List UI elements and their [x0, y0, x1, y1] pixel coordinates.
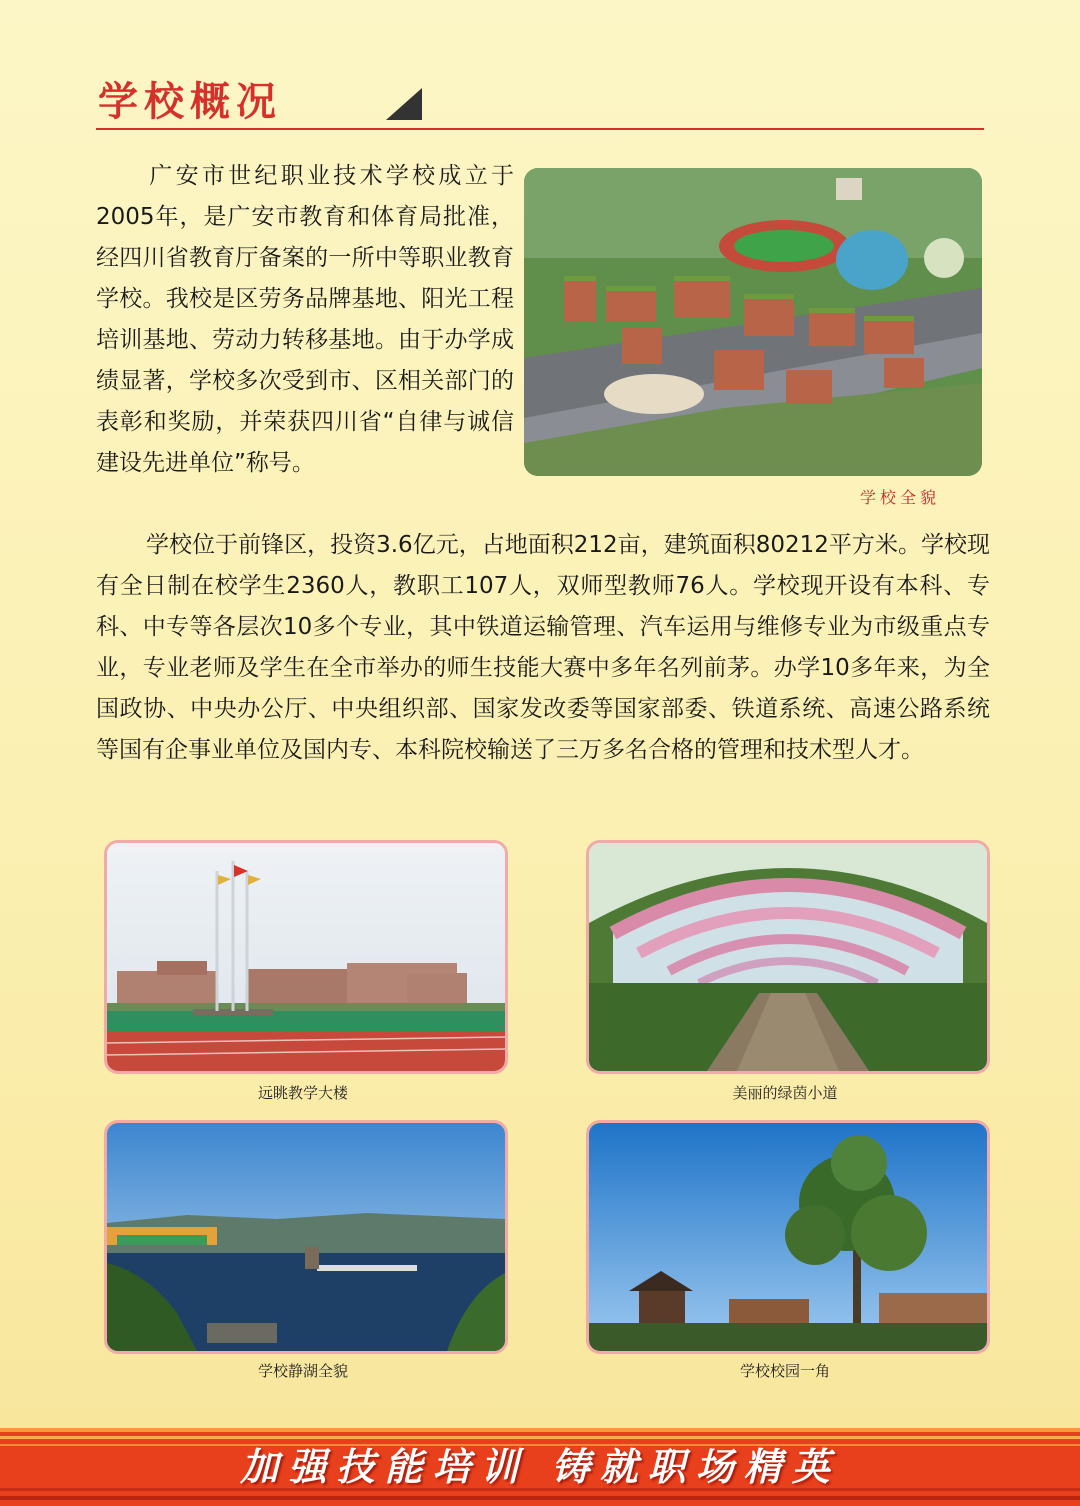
green-path-caption: 美丽的绿茵小道	[732, 1084, 838, 1102]
lake-caption: 学校静湖全貌	[257, 1362, 348, 1380]
campus-corner-caption: 学校校园一角	[739, 1362, 830, 1380]
campus-overview-caption: 学校全貌	[860, 488, 941, 507]
teaching-building-photo	[104, 840, 508, 1074]
campus-corner-photo	[586, 1120, 990, 1354]
details-paragraph: 学校位于前锋区，投资3.6亿元，占地面积212亩，建筑面积80212平方米。学校现有全日制在校学生2360人，教职工107人，双师型教师76人。学校现开设有本科、专科、中专等各层次10多个专业，其中铁道运输管理、汽车运用与维修专业为市级重点专业，专业老师及学生在全市举办的师生技能大赛中多年名列前茅。办学10多年来，为全国政协、中央办公厅、中央组织部、国家发改委等国家部委、铁道系统、高速公路系统等国有企事业单位及国内专、本科院校输送了三万多名合格的管理和技术型人才。	[96, 532, 990, 763]
triangle-icon	[386, 88, 422, 120]
page-title: 学校概况	[98, 79, 282, 125]
section-header	[96, 72, 984, 132]
footer-slogan: 加强技能培训 铸就职场精英	[240, 1444, 840, 1489]
intro-paragraph: 广安市世纪职业技术学校成立于2005年，是广安市教育和体育局批准，经四川省教育厅备案的一所中等职业教育学校。我校是区劳务品牌基地、阳光工程培训基地、劳动力转移基地。由于办学成绩显著，学校多次受到市、区相关部门的表彰和奖励，并荣获四川省“自律与诚信建设先进单位”称号。	[96, 163, 514, 476]
lake-photo	[104, 1120, 508, 1354]
title-underline	[96, 128, 984, 130]
campus-overview-photo	[524, 168, 982, 476]
green-path-photo	[586, 840, 990, 1074]
footer-banner	[0, 1428, 1080, 1506]
teaching-building-caption: 远眺教学大楼	[257, 1084, 348, 1102]
